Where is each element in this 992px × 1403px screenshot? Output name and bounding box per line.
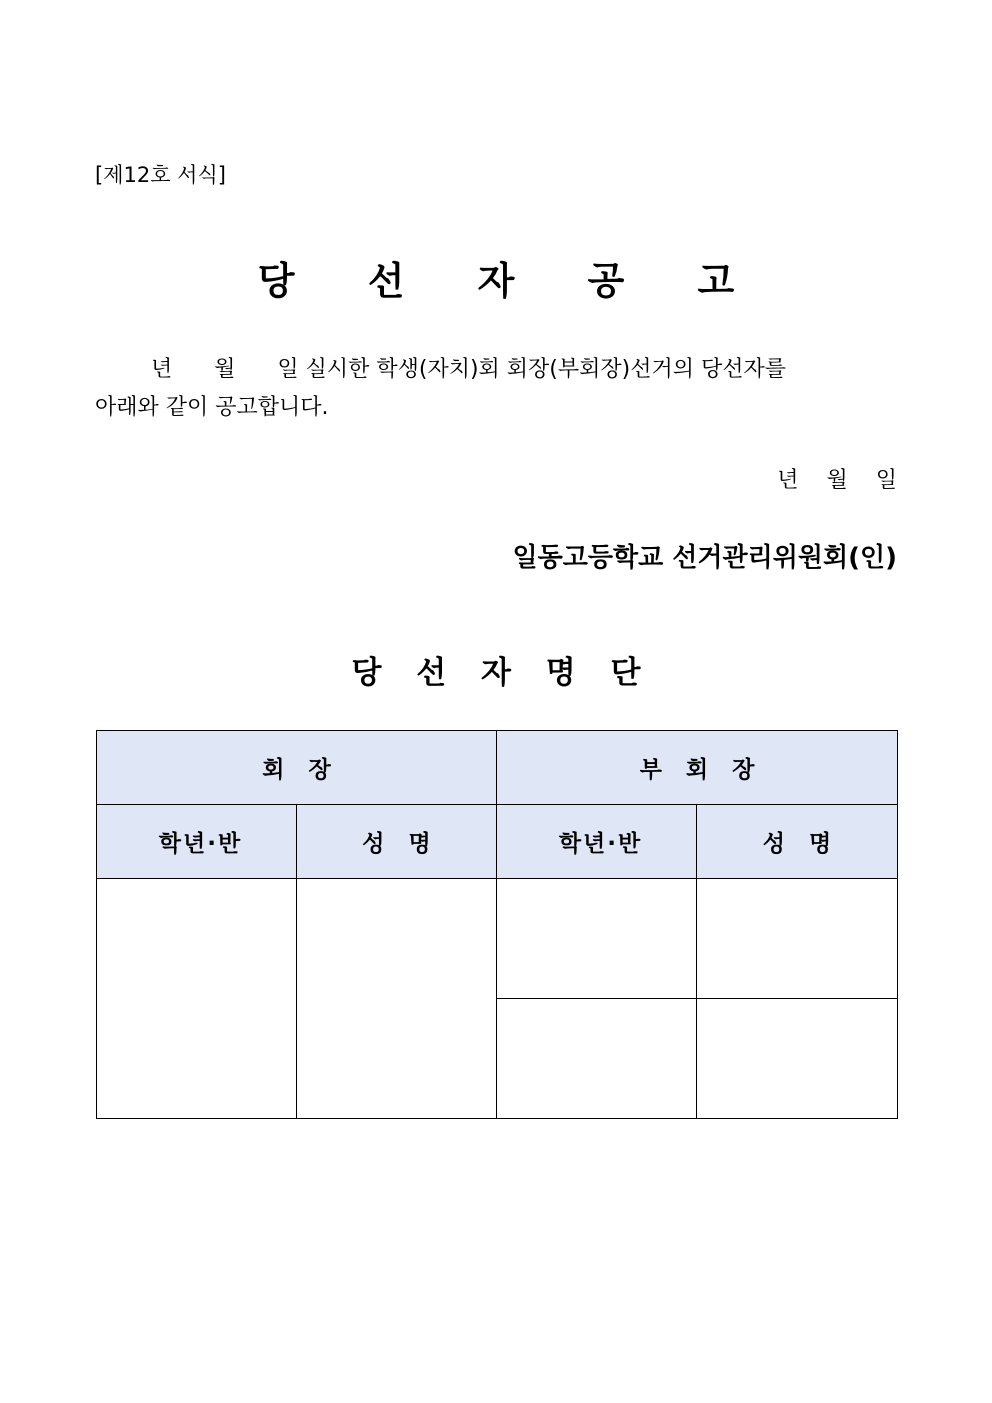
- vice-president-2-grade-class-cell[interactable]: [497, 999, 697, 1119]
- form-number-label: [제12호 서식]: [95, 163, 226, 187]
- vice-president-header: 부 회 장: [497, 731, 898, 805]
- announcement-text-line-1: 년 월 일 실시한 학생(자치)회 회장(부회장)선거의 당선자를: [95, 357, 786, 382]
- president-name-cell[interactable]: [297, 879, 497, 1119]
- vice-president-grade-class-header: 학년·반: [497, 805, 697, 879]
- election-committee-signature: 일동고등학교 선거관리위원회(인): [512, 543, 897, 573]
- vice-president-1-grade-class-cell[interactable]: [497, 879, 697, 999]
- vice-president-1-name-cell[interactable]: [697, 879, 898, 999]
- vice-president-2-name-cell[interactable]: [697, 999, 898, 1119]
- winners-list-title: 당 선 자 명 단: [351, 655, 653, 691]
- announcement-text-line-2: 아래와 같이 공고합니다.: [95, 395, 329, 420]
- document-title: 당 선 자 공 고: [257, 259, 765, 303]
- president-header: 회 장: [97, 731, 497, 805]
- winners-table: [96, 730, 898, 1119]
- president-grade-class-cell[interactable]: [97, 879, 297, 1119]
- vice-president-name-header: 성 명: [697, 805, 898, 879]
- president-name-header: 성 명: [297, 805, 497, 879]
- announcement-date: 년 월 일: [777, 468, 897, 493]
- president-grade-class-header: 학년·반: [97, 805, 297, 879]
